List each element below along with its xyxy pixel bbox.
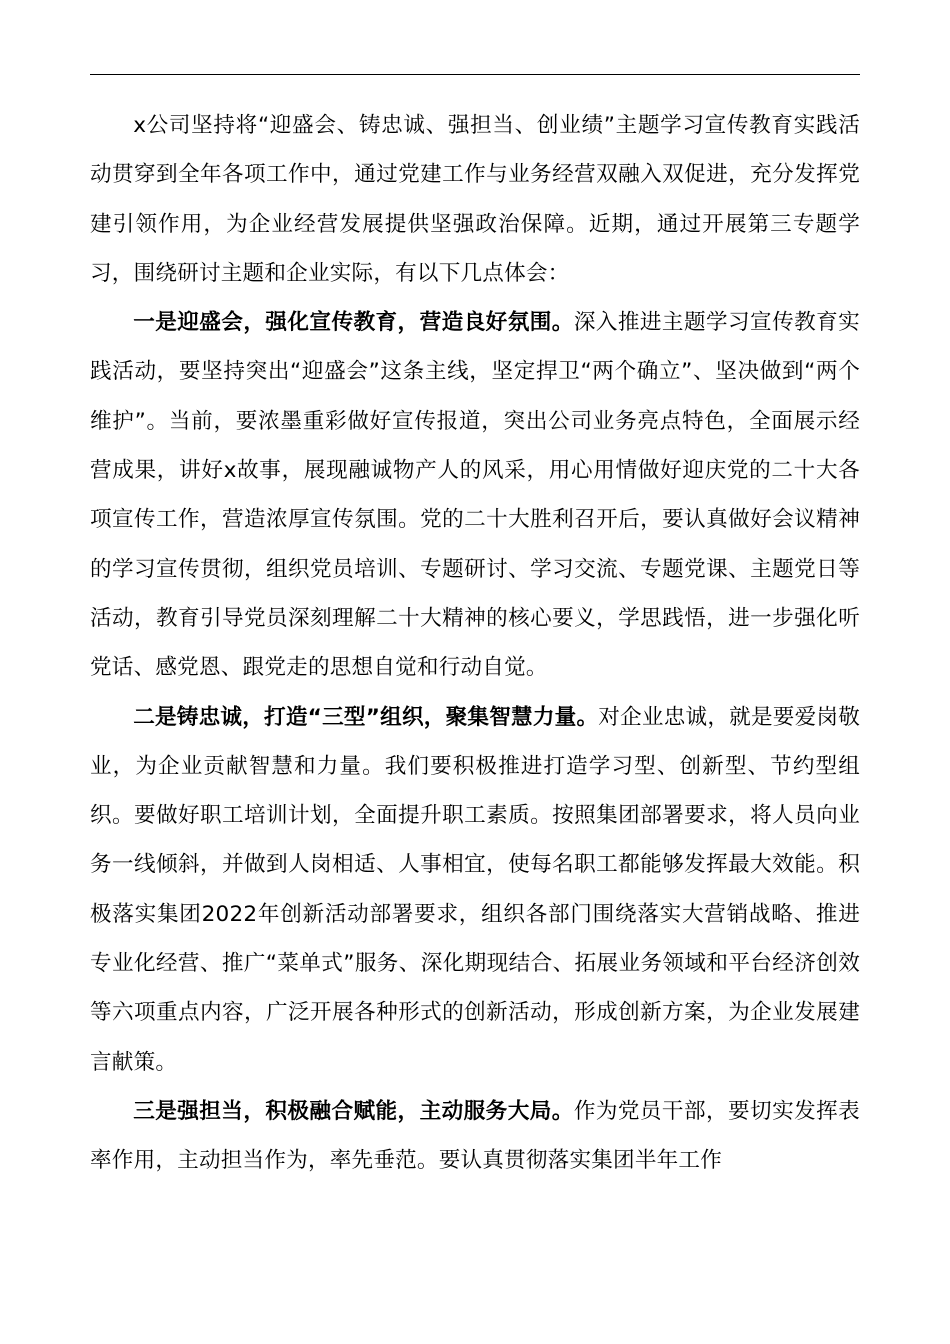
paragraph-text: 作为党员干部，要切实发挥表率作用，主动担当作为，率先垂范。要认真贯彻落实集团半年工作 <box>90 1098 860 1174</box>
paragraph-text: x公司坚持将“迎盛会、铸忠诚、强担当、创业绩”主题学习宣传教育实践活动贯穿到全年各项工作中，通过党建工作与业务经营双融入双促进，充分发挥党建引领作用，为企业经营发展提供坚强政治保障。近期，通过开展第三专题学习，围绕研讨主题和企业实际，有以下几点体会： <box>90 113 860 286</box>
paragraph-point-three <box>90 1087 860 1186</box>
paragraph-heading: 二是铸忠诚，打造“三型”组织，聚集智慧力量。 <box>133 704 599 730</box>
paragraph-point-two <box>90 693 860 1087</box>
paragraph-intro <box>90 101 860 298</box>
paragraph-point-one <box>90 298 860 692</box>
header-rule <box>90 74 860 75</box>
paragraph-text: 对企业忠诚，就是要爱岗敬业，为企业贡献智慧和力量。我们要积极推进打造学习型、创新型、节约型组织。要做好职工培训计划，全面提升职工素质。按照集团部署要求，将人员向业务一线倾斜，并做到人岗相适、人事相宜，使每名职工都能够发挥最大效能。积极落实集团2022年创新活动部署要求，组织各部门围绕落实大营销战略、推进专业化经营、推广“菜单式”服务、深化期现结合、拓展业务领域和平台经济创效等六项重点内容，广泛开展各种形式的创新活动，形成创新方案，为企业发展建言献策。 <box>90 704 860 1075</box>
paragraph-heading: 三是强担当，积极融合赋能，主动服务大局。 <box>133 1098 574 1124</box>
document-body <box>90 101 860 1186</box>
paragraph-text: 深入推进主题学习宣传教育实践活动，要坚持突出“迎盛会”这条主线，坚定捍卫“两个确立”、坚决做到“两个维护”。当前，要浓墨重彩做好宣传报道，突出公司业务亮点特色，全面展示经营成果，讲好x故事，展现融诚物产人的风采，用心用情做好迎庆党的二十大各项宣传工作，营造浓厚宣传氛围。党的二十大胜利召开后，要认真做好会议精神的学习宣传贯彻，组织党员培训、专题研讨、学习交流、专题党课、主题党日等活动，教育引导党员深刻理解二十大精神的核心要义，学思践悟，进一步强化听党话、感党恩、跟党走的思想自觉和行动自觉。 <box>90 310 860 681</box>
paragraph-heading: 一是迎盛会，强化宣传教育，营造良好氛围。 <box>133 310 574 336</box>
